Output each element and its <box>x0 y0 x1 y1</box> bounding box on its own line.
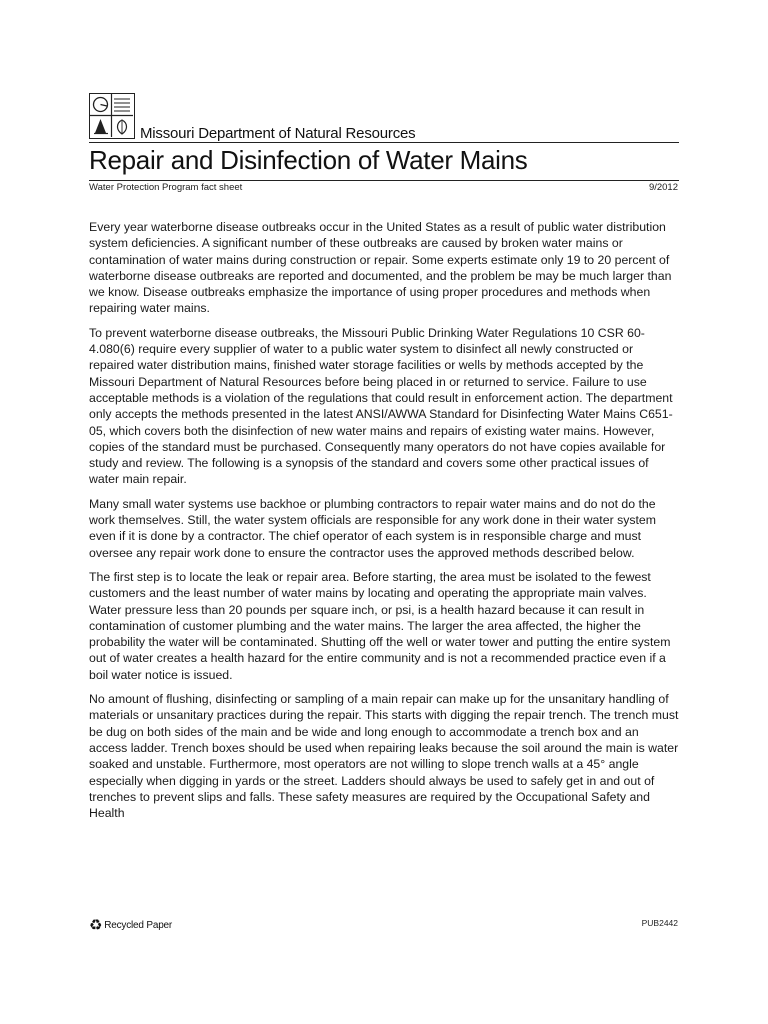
recycle-icon: ♻ <box>89 917 103 934</box>
fact-sheet-label: Water Protection Program fact sheet <box>89 182 243 193</box>
publication-date: 9/2012 <box>648 182 678 193</box>
document-body <box>89 219 680 829</box>
paragraph: To prevent waterborne disease outbreaks, the Missouri Public Drinking Water Regulations 10 CSR 60-4.080(6) require every supplier of water to a public water system to disinfect all newly constructed or repaired water distribution mains, finished water storage facilities or wells by methods accepted by the Missouri Department of Natural Resources before being placed in or returned to service. Failure to use acceptable methods is a violation of the regulations that could result in enforcement action. The department only accepts the methods presented in the latest ANSI/AWWA Standard for Disinfecting Water Mains C651-05, which covers both the disinfection of new water mains and repairs of existing water mains. However, copies of the standard must be purchased. Consequently many operators do not have copies available for study and review. The following is a synopsis of the standard and covers some other practical issues of water main repair. <box>89 325 673 487</box>
recycled-paper-mark <box>89 918 172 933</box>
paragraph: Every year waterborne disease outbreaks occur in the United States as a result of public water distribution system deficiencies. A significant number of these outbreaks are caused by broken water mains or contamination of water mains during construction or repair. Some experts estimate only 19 to 20 percent of waterborne disease outbreaks are reported and documented, and the problem be may be much larger than we know. Disease outbreaks emphasize the importance of using proper procedures and methods when repairing water mains. <box>89 220 672 316</box>
publication-number: PUB2442 <box>641 918 678 928</box>
paragraph: The first step is to locate the leak or repair area. Before starting, the area must be isolated to the fewest customers and the least number of water mains by locating and operating the appropriate main valves. Water pressure less than 20 pounds per square inch, or psi, is a health hazard because it can result in contamination of customer plumbing and the water mains. The larger the area affected, the higher the probability the water will be contaminated. Shutting off the well or water tower and putting the entire system out of water creates a health hazard for the entire community and is not a recommended practice even if a boil water notice is issued. <box>89 569 671 682</box>
dnr-logo <box>89 93 135 139</box>
recycled-paper-label: Recycled Paper <box>104 920 173 931</box>
organization-name: Missouri Department of Natural Resources <box>140 125 416 142</box>
header-rule-top <box>89 142 679 143</box>
document-title: Repair and Disinfection of Water Mains <box>89 145 528 175</box>
paragraph: Many small water systems use backhoe or plumbing contractors to repair water mains and do not do the work themselves. Still, the water system officials are responsible for any work done in their water system even if it is done by a contractor. The chief operator of each system is in responsible charge and must oversee any repair work done to ensure the contractor uses the approved methods described below. <box>89 496 657 560</box>
paragraph: No amount of flushing, disinfecting or sampling of a main repair can make up for the unsanitary handling of materials or unsanitary practices during the repair. This starts with digging the repair trench. The trench must be dug on both sides of the main and be wide and long enough to accommodate a trench box and an access ladder. Trench boxes should be used when repairing leaks because the soil around the main is water soaked and unstable. Furthermore, most operators are not willing to slope trench walls at a 45° angle especially when digging in yards or the street. Ladders should always be used to safely get in and out of trenches to prevent slips and falls. These safety measures are required by the Occupational Safety and Health <box>89 692 679 821</box>
header-rule-bottom <box>89 180 679 181</box>
